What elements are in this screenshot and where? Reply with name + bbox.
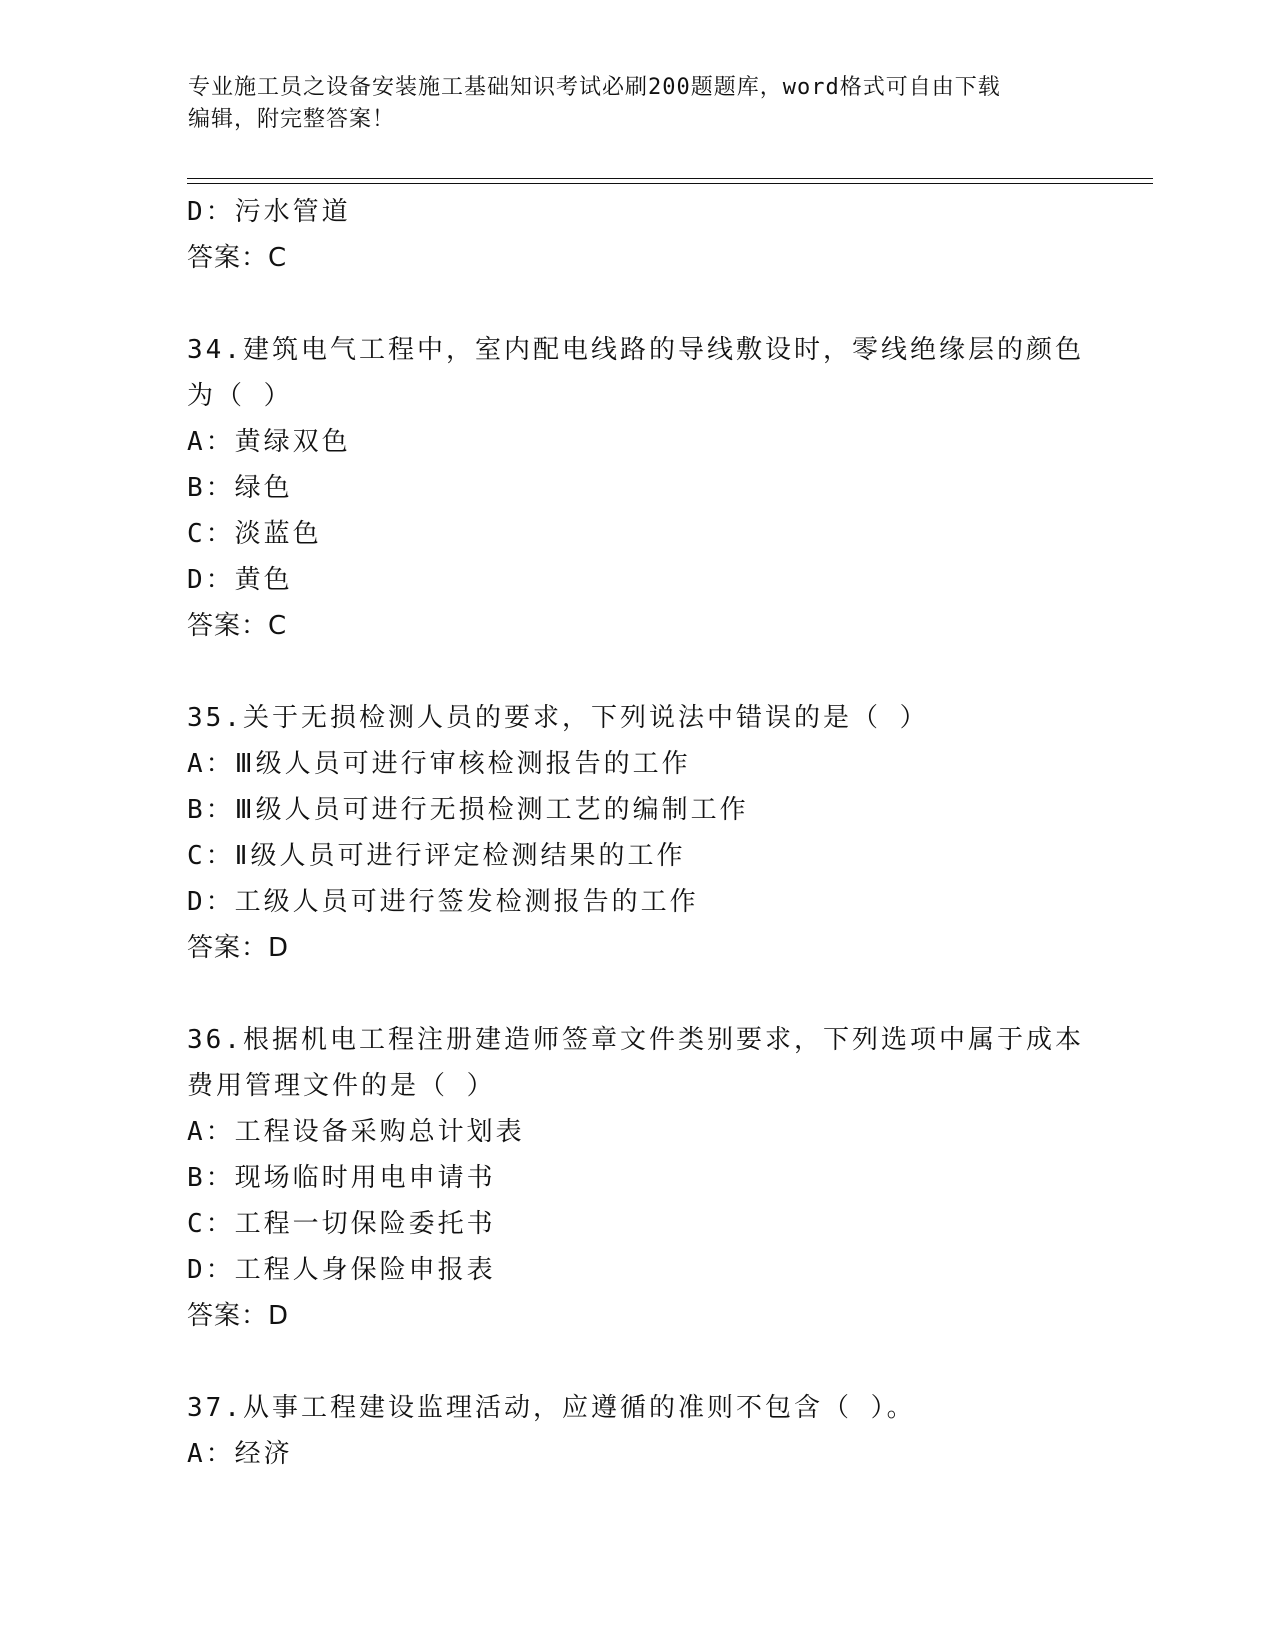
option-a: A：经济 bbox=[187, 1439, 293, 1469]
answer-line: 答案：D bbox=[187, 933, 290, 963]
header-line-1: 专业施工员之设备安装施工基础知识考试必刷200题题库，word格式可自由下载 bbox=[188, 75, 1001, 100]
question-list bbox=[187, 189, 1087, 1477]
question-stem: 37.从事工程建设监理活动，应遵循的准则不包含（ ）。 bbox=[187, 1393, 916, 1423]
option-a: A：黄绿双色 bbox=[187, 427, 351, 457]
question-37 bbox=[187, 1385, 1087, 1477]
option-a: A：工程设备采购总计划表 bbox=[187, 1117, 525, 1147]
spacer bbox=[187, 281, 1087, 327]
question-36 bbox=[187, 1017, 1087, 1339]
answer-line: 答案：C bbox=[187, 243, 288, 273]
option-c: C：淡蓝色 bbox=[187, 519, 322, 549]
option-b: B：现场临时用电申请书 bbox=[187, 1163, 496, 1193]
spacer bbox=[187, 971, 1087, 1017]
option-b: B：Ⅲ级人员可进行无损检测工艺的编制工作 bbox=[187, 795, 749, 825]
header-line-2: 编辑，附完整答案！ bbox=[188, 107, 396, 132]
option-a: A：Ⅲ级人员可进行审核检测报告的工作 bbox=[187, 749, 691, 779]
question-stem-continued: 为（ ） bbox=[187, 381, 293, 411]
option-d: D：污水管道 bbox=[187, 197, 351, 227]
answer-line: 答案：D bbox=[187, 1301, 290, 1331]
document-header bbox=[188, 72, 1088, 136]
question-35 bbox=[187, 695, 1087, 971]
question-stem: 34.建筑电气工程中，室内配电线路的导线敷设时，零线绝缘层的颜色 bbox=[187, 335, 1084, 365]
option-d: D：工级人员可进行签发检测报告的工作 bbox=[187, 887, 699, 917]
answer-line: 答案：C bbox=[187, 611, 288, 641]
spacer bbox=[187, 649, 1087, 695]
header-divider-top bbox=[187, 178, 1153, 179]
option-d: D：工程人身保险申报表 bbox=[187, 1255, 496, 1285]
option-c: C：工程一切保险委托书 bbox=[187, 1209, 496, 1239]
question-33 bbox=[187, 189, 1087, 281]
header-divider-bottom bbox=[187, 183, 1153, 184]
option-c: C：Ⅱ级人员可进行评定检测结果的工作 bbox=[187, 841, 686, 871]
question-stem-continued: 费用管理文件的是（ ） bbox=[187, 1071, 496, 1101]
option-d: D：黄色 bbox=[187, 565, 293, 595]
question-stem: 36.根据机电工程注册建造师签章文件类别要求，下列选项中属于成本 bbox=[187, 1025, 1084, 1055]
question-stem: 35.关于无损检测人员的要求，下列说法中错误的是（ ） bbox=[187, 703, 929, 733]
spacer bbox=[187, 1339, 1087, 1385]
option-b: B：绿色 bbox=[187, 473, 293, 503]
question-34 bbox=[187, 327, 1087, 649]
